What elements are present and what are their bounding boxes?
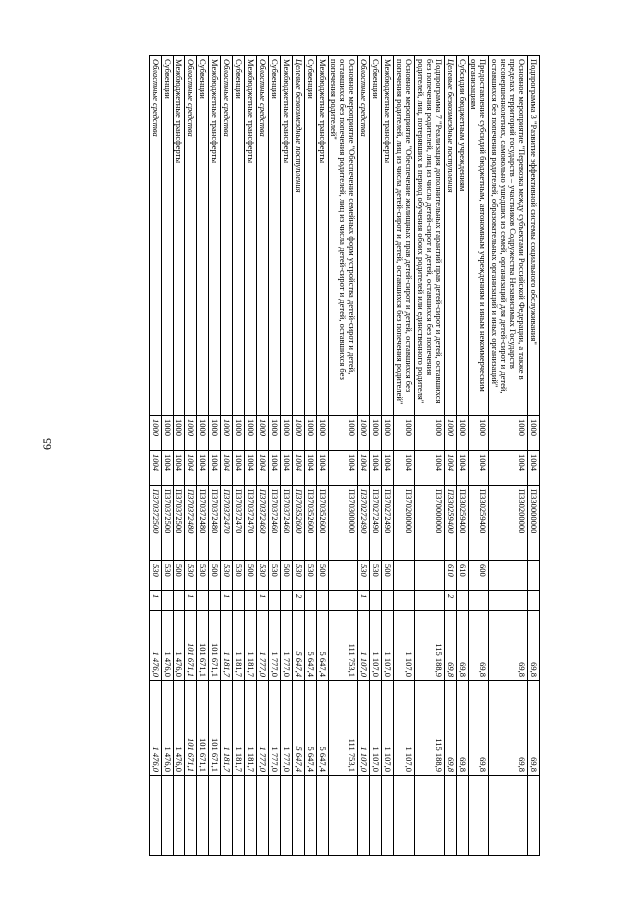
amount-cell: 1 107,0 xyxy=(382,681,394,776)
empty-cell xyxy=(280,776,292,856)
section-code-cell: 1000 xyxy=(149,416,161,451)
expense-type-cell: 500 xyxy=(280,561,292,591)
expense-type-cell: 530 xyxy=(149,561,161,591)
target-article-cell: П370372470 xyxy=(221,486,233,561)
source-code-cell: 1 xyxy=(185,591,197,611)
expense-type-cell: 530 xyxy=(292,561,304,591)
expense-type-cell xyxy=(414,561,444,591)
subsection-code-cell: 1004 xyxy=(197,451,209,486)
source-code-cell xyxy=(382,591,394,611)
subsection-code-cell: 1004 xyxy=(328,451,358,486)
target-article-cell: П330000000 xyxy=(528,486,540,561)
amount-cell: 1 181,7 xyxy=(221,611,233,681)
target-article-cell: П370272490 xyxy=(370,486,382,561)
subsection-code-cell: 1004 xyxy=(221,451,233,486)
empty-cell xyxy=(257,776,269,856)
amount-cell: 1 777,0 xyxy=(280,681,292,776)
section-code-cell: 1000 xyxy=(489,416,528,451)
subsection-code-cell: 1004 xyxy=(489,451,528,486)
source-code-cell xyxy=(209,591,221,611)
empty-cell xyxy=(161,776,173,856)
subsection-code-cell: 1004 xyxy=(233,451,245,486)
table-row xyxy=(394,56,415,856)
section-code-cell: 1000 xyxy=(456,416,468,451)
empty-cell xyxy=(528,776,540,856)
amount-cell: 111 753,1 xyxy=(328,611,358,681)
section-code-cell: 1000 xyxy=(197,416,209,451)
budget-table xyxy=(149,55,540,856)
expense-type-cell: 530 xyxy=(304,561,316,591)
table-row xyxy=(268,56,280,856)
subsection-code-cell: 1004 xyxy=(185,451,197,486)
amount-cell: 1 476,0 xyxy=(149,681,161,776)
table-row xyxy=(370,56,382,856)
subsection-code-cell: 1004 xyxy=(280,451,292,486)
empty-cell xyxy=(304,776,316,856)
subsection-code-cell: 1004 xyxy=(316,451,328,486)
source-code-cell xyxy=(173,591,185,611)
row-name-cell: Областные средства xyxy=(149,56,161,416)
target-article-cell: П370372460 xyxy=(268,486,280,561)
table-row xyxy=(468,56,489,856)
row-name-cell: Субвенции xyxy=(233,56,245,416)
section-code-cell: 1000 xyxy=(528,416,540,451)
target-article-cell: П370372500 xyxy=(149,486,161,561)
table-row xyxy=(316,56,328,856)
amount-cell: 101 671,1 xyxy=(185,681,197,776)
amount-cell: 111 753,1 xyxy=(328,681,358,776)
amount-cell: 1 476,0 xyxy=(149,611,161,681)
amount-cell: 1 476,0 xyxy=(161,611,173,681)
empty-cell xyxy=(173,776,185,856)
source-code-cell xyxy=(414,591,444,611)
source-code-cell xyxy=(316,591,328,611)
empty-cell xyxy=(370,776,382,856)
target-article-cell: П370372460 xyxy=(280,486,292,561)
empty-cell xyxy=(245,776,257,856)
target-article-cell: П370272490 xyxy=(358,486,370,561)
amount-cell: 69,8 xyxy=(444,611,456,681)
row-name-cell: Целевые безвозмездные поступления xyxy=(444,56,456,416)
target-article-cell: П370372480 xyxy=(185,486,197,561)
table-row xyxy=(149,56,161,856)
subsection-code-cell: 1004 xyxy=(257,451,269,486)
amount-cell: 69,8 xyxy=(456,681,468,776)
table-row xyxy=(245,56,257,856)
amount-cell: 1 777,0 xyxy=(268,611,280,681)
section-code-cell: 1000 xyxy=(185,416,197,451)
source-code-cell xyxy=(328,591,358,611)
row-name-cell: Предоставление субсидий бюджетным, автономным учреждениям и иным некоммерческим организациям xyxy=(468,56,489,416)
section-code-cell: 1000 xyxy=(304,416,316,451)
amount-cell: 1 107,0 xyxy=(394,611,415,681)
source-code-cell xyxy=(370,591,382,611)
row-name-cell: Субвенции xyxy=(268,56,280,416)
empty-cell xyxy=(292,776,304,856)
table-row xyxy=(358,56,370,856)
amount-cell: 101 671,1 xyxy=(197,681,209,776)
row-name-cell: Областные средства xyxy=(221,56,233,416)
empty-cell xyxy=(221,776,233,856)
source-code-cell: 2 xyxy=(444,591,456,611)
subsection-code-cell: 1004 xyxy=(209,451,221,486)
table-body xyxy=(149,56,539,856)
amount-cell: 1 107,0 xyxy=(370,681,382,776)
amount-cell: 1 181,7 xyxy=(221,681,233,776)
source-code-cell: 1 xyxy=(221,591,233,611)
subsection-code-cell: 1004 xyxy=(173,451,185,486)
empty-cell xyxy=(489,776,528,856)
source-code-cell: 1 xyxy=(257,591,269,611)
target-article-cell: П370000000 xyxy=(414,486,444,561)
amount-cell: 101 671,1 xyxy=(209,611,221,681)
expense-type-cell: 500 xyxy=(173,561,185,591)
amount-cell: 1 107,0 xyxy=(382,611,394,681)
section-code-cell: 1000 xyxy=(173,416,185,451)
amount-cell: 115 188,9 xyxy=(414,611,444,681)
table-row xyxy=(233,56,245,856)
amount-cell: 1 107,0 xyxy=(370,611,382,681)
row-name-cell: Основное мероприятие "Перевозка между субъектами Российской Федерации, а также в пределах территорий государств – участников Содружества Независимых Государств несовершеннолетних, самовольно ушедших из семей, организаций для детей-сирот и детей, оставшихся без попечения родителей, образовательных организаций и иных организаций" xyxy=(489,56,528,416)
amount-cell: 5 647,4 xyxy=(316,611,328,681)
source-code-cell xyxy=(233,591,245,611)
subsection-code-cell: 1004 xyxy=(245,451,257,486)
expense-type-cell: 600 xyxy=(468,561,489,591)
table-row xyxy=(304,56,316,856)
budget-table-container xyxy=(65,55,540,855)
section-code-cell: 1000 xyxy=(257,416,269,451)
section-code-cell: 1000 xyxy=(468,416,489,451)
subsection-code-cell: 1004 xyxy=(370,451,382,486)
amount-cell: 1 476,0 xyxy=(161,681,173,776)
empty-cell xyxy=(358,776,370,856)
table-row xyxy=(528,56,540,856)
amount-cell: 1 777,0 xyxy=(257,681,269,776)
page-number: 65 xyxy=(40,438,54,450)
table-row xyxy=(161,56,173,856)
source-code-cell: 2 xyxy=(292,591,304,611)
empty-cell xyxy=(197,776,209,856)
subsection-code-cell: 1004 xyxy=(268,451,280,486)
row-name-cell: Межбюджетные трансферты xyxy=(245,56,257,416)
row-name-cell: Межбюджетные трансферты xyxy=(280,56,292,416)
empty-cell xyxy=(233,776,245,856)
section-code-cell: 1000 xyxy=(245,416,257,451)
source-code-cell xyxy=(489,591,528,611)
target-article-cell: П370372480 xyxy=(197,486,209,561)
row-name-cell: Основное мероприятие "Обеспечение семейных форм устройства детей-сирот и детей, оставшихся без попечения родителей, лиц из числа детей-сирот и детей, оставшихся без попечения родителей" xyxy=(328,56,358,416)
target-article-cell: П370352600 xyxy=(316,486,328,561)
table-row xyxy=(414,56,444,856)
table-row xyxy=(328,56,358,856)
expense-type-cell: 530 xyxy=(161,561,173,591)
amount-cell: 69,8 xyxy=(468,611,489,681)
section-code-cell: 1000 xyxy=(382,416,394,451)
expense-type-cell: 500 xyxy=(209,561,221,591)
section-code-cell: 1000 xyxy=(316,416,328,451)
section-code-cell: 1000 xyxy=(268,416,280,451)
row-name-cell: Подпрограмма 3 "Развитие эффективной системы социального обслуживания" xyxy=(528,56,540,416)
amount-cell: 1 476,0 xyxy=(173,611,185,681)
row-name-cell: Межбюджетные трансферты xyxy=(209,56,221,416)
table-row xyxy=(456,56,468,856)
amount-cell: 5 647,4 xyxy=(304,681,316,776)
amount-cell: 5 647,4 xyxy=(316,681,328,776)
section-code-cell: 1000 xyxy=(328,416,358,451)
target-article-cell: П330200000 xyxy=(489,486,528,561)
subsection-code-cell: 1004 xyxy=(414,451,444,486)
source-code-cell xyxy=(245,591,257,611)
amount-cell: 69,8 xyxy=(468,681,489,776)
expense-type-cell: 530 xyxy=(233,561,245,591)
section-code-cell: 1000 xyxy=(292,416,304,451)
expense-type-cell: 530 xyxy=(257,561,269,591)
subsection-code-cell: 1004 xyxy=(382,451,394,486)
target-article-cell: П370372470 xyxy=(233,486,245,561)
row-name-cell: Целевые безвозмездные поступления xyxy=(292,56,304,416)
amount-cell: 5 647,4 xyxy=(304,611,316,681)
amount-cell: 1 181,7 xyxy=(233,611,245,681)
target-article-cell: П370352600 xyxy=(292,486,304,561)
subsection-code-cell: 1004 xyxy=(304,451,316,486)
table-row xyxy=(221,56,233,856)
amount-cell: 1 777,0 xyxy=(280,611,292,681)
expense-type-cell: 610 xyxy=(444,561,456,591)
amount-cell: 1 476,0 xyxy=(173,681,185,776)
empty-cell xyxy=(394,776,415,856)
subsection-code-cell: 1004 xyxy=(444,451,456,486)
source-code-cell: 1 xyxy=(358,591,370,611)
source-code-cell xyxy=(468,591,489,611)
source-code-cell xyxy=(456,591,468,611)
subsection-code-cell: 1004 xyxy=(468,451,489,486)
source-code-cell: 1 xyxy=(149,591,161,611)
target-article-cell: П330259400 xyxy=(444,486,456,561)
empty-cell xyxy=(328,776,358,856)
empty-cell xyxy=(316,776,328,856)
table-row xyxy=(280,56,292,856)
amount-cell: 101 671,1 xyxy=(209,681,221,776)
section-code-cell: 1000 xyxy=(209,416,221,451)
row-name-cell: Межбюджетные трансферты xyxy=(316,56,328,416)
amount-cell: 1 107,0 xyxy=(358,611,370,681)
source-code-cell xyxy=(304,591,316,611)
expense-type-cell: 500 xyxy=(245,561,257,591)
target-article-cell: П370200000 xyxy=(394,486,415,561)
empty-cell xyxy=(268,776,280,856)
empty-cell xyxy=(414,776,444,856)
expense-type-cell: 530 xyxy=(370,561,382,591)
table-row xyxy=(292,56,304,856)
empty-cell xyxy=(456,776,468,856)
amount-cell: 115 188,9 xyxy=(414,681,444,776)
row-name-cell: Субсидии бюджетным учреждениям xyxy=(456,56,468,416)
source-code-cell xyxy=(528,591,540,611)
expense-type-cell: 530 xyxy=(197,561,209,591)
empty-cell xyxy=(382,776,394,856)
source-code-cell xyxy=(280,591,292,611)
subsection-code-cell: 1004 xyxy=(161,451,173,486)
amount-cell: 69,8 xyxy=(444,681,456,776)
expense-type-cell: 530 xyxy=(268,561,280,591)
target-article-cell: П330259400 xyxy=(468,486,489,561)
subsection-code-cell: 1004 xyxy=(358,451,370,486)
row-name-cell: Субвенции xyxy=(304,56,316,416)
row-name-cell: Субвенции xyxy=(161,56,173,416)
row-name-cell: Подпрограмма 7 "Реализация дополнительных гарантий прав детей-сирот и детей, оставшихся без попечения родителей, лиц из числа детей-сирот и детей, оставшихся без попечения родителей, лиц, потерявших в период обучения обоих родителей или единственного родителя" xyxy=(414,56,444,416)
table-row xyxy=(173,56,185,856)
section-code-cell: 1000 xyxy=(414,416,444,451)
empty-cell xyxy=(444,776,456,856)
subsection-code-cell: 1004 xyxy=(149,451,161,486)
target-article-cell: П370372460 xyxy=(257,486,269,561)
amount-cell: 1 777,0 xyxy=(268,681,280,776)
section-code-cell: 1000 xyxy=(233,416,245,451)
amount-cell: 101 671,1 xyxy=(197,611,209,681)
row-name-cell: Субвенции xyxy=(370,56,382,416)
expense-type-cell xyxy=(328,561,358,591)
expense-type-cell: 610 xyxy=(456,561,468,591)
subsection-code-cell: 1004 xyxy=(456,451,468,486)
amount-cell: 1 181,7 xyxy=(233,681,245,776)
amount-cell: 1 107,0 xyxy=(358,681,370,776)
section-code-cell: 1000 xyxy=(221,416,233,451)
section-code-cell: 1000 xyxy=(444,416,456,451)
empty-cell xyxy=(185,776,197,856)
section-code-cell: 1000 xyxy=(161,416,173,451)
table-row xyxy=(185,56,197,856)
target-article-cell: П370372500 xyxy=(161,486,173,561)
row-name-cell: Межбюджетные трансферты xyxy=(382,56,394,416)
row-name-cell: Межбюджетные трансферты xyxy=(173,56,185,416)
target-article-cell: П370272490 xyxy=(382,486,394,561)
row-name-cell: Субвенции xyxy=(197,56,209,416)
subsection-code-cell: 1004 xyxy=(394,451,415,486)
table-row xyxy=(489,56,528,856)
source-code-cell xyxy=(197,591,209,611)
target-article-cell: П370372480 xyxy=(209,486,221,561)
amount-cell: 69,8 xyxy=(528,611,540,681)
amount-cell: 69,8 xyxy=(489,681,528,776)
amount-cell: 5 647,4 xyxy=(292,611,304,681)
target-article-cell: П370300000 xyxy=(328,486,358,561)
row-name-cell: Областные средства xyxy=(358,56,370,416)
section-code-cell: 1000 xyxy=(280,416,292,451)
amount-cell: 101 671,1 xyxy=(185,611,197,681)
amount-cell: 69,8 xyxy=(456,611,468,681)
row-name-cell: Основное мероприятие "Обеспечение жилищных прав детей-сирот и детей, оставшихся без попечения родителей, лиц из числа детей-сирот и детей, оставшихся без попечения родителей" xyxy=(394,56,415,416)
amount-cell: 1 181,7 xyxy=(245,611,257,681)
source-code-cell xyxy=(268,591,280,611)
target-article-cell: П330259400 xyxy=(456,486,468,561)
expense-type-cell: 530 xyxy=(358,561,370,591)
source-code-cell xyxy=(161,591,173,611)
table-row xyxy=(257,56,269,856)
subsection-code-cell: 1004 xyxy=(528,451,540,486)
expense-type-cell: 530 xyxy=(185,561,197,591)
row-name-cell: Областные средства xyxy=(185,56,197,416)
amount-cell: 1 181,7 xyxy=(245,681,257,776)
target-article-cell: П370372470 xyxy=(245,486,257,561)
table-row xyxy=(444,56,456,856)
empty-cell xyxy=(149,776,161,856)
amount-cell: 69,8 xyxy=(489,611,528,681)
table-row xyxy=(197,56,209,856)
subsection-code-cell: 1004 xyxy=(292,451,304,486)
target-article-cell: П370372500 xyxy=(173,486,185,561)
expense-type-cell: 500 xyxy=(382,561,394,591)
row-name-cell: Областные средства xyxy=(257,56,269,416)
section-code-cell: 1000 xyxy=(370,416,382,451)
expense-type-cell xyxy=(489,561,528,591)
amount-cell: 1 777,0 xyxy=(257,611,269,681)
expense-type-cell xyxy=(394,561,415,591)
section-code-cell: 1000 xyxy=(394,416,415,451)
empty-cell xyxy=(209,776,221,856)
amount-cell: 1 107,0 xyxy=(394,681,415,776)
expense-type-cell: 500 xyxy=(316,561,328,591)
amount-cell: 5 647,4 xyxy=(292,681,304,776)
expense-type-cell xyxy=(528,561,540,591)
table-row xyxy=(382,56,394,856)
source-code-cell xyxy=(394,591,415,611)
section-code-cell: 1000 xyxy=(358,416,370,451)
amount-cell: 69,8 xyxy=(528,681,540,776)
table-row xyxy=(209,56,221,856)
target-article-cell: П370352600 xyxy=(304,486,316,561)
expense-type-cell: 530 xyxy=(221,561,233,591)
empty-cell xyxy=(468,776,489,856)
